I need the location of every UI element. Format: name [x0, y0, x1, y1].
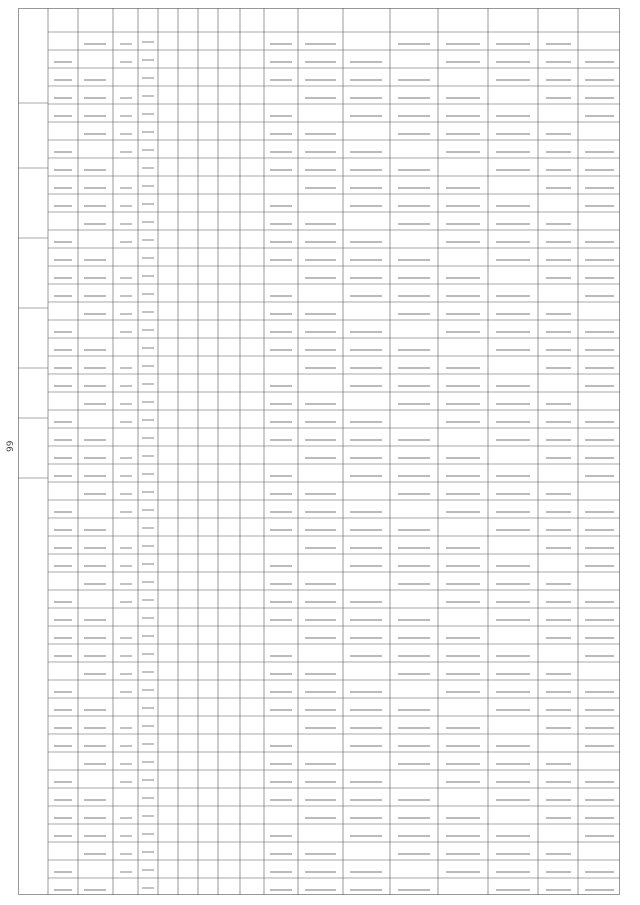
data-table	[18, 8, 620, 895]
table-grid	[18, 8, 620, 895]
page-number: 99	[6, 440, 16, 452]
grid-lines	[18, 8, 620, 895]
